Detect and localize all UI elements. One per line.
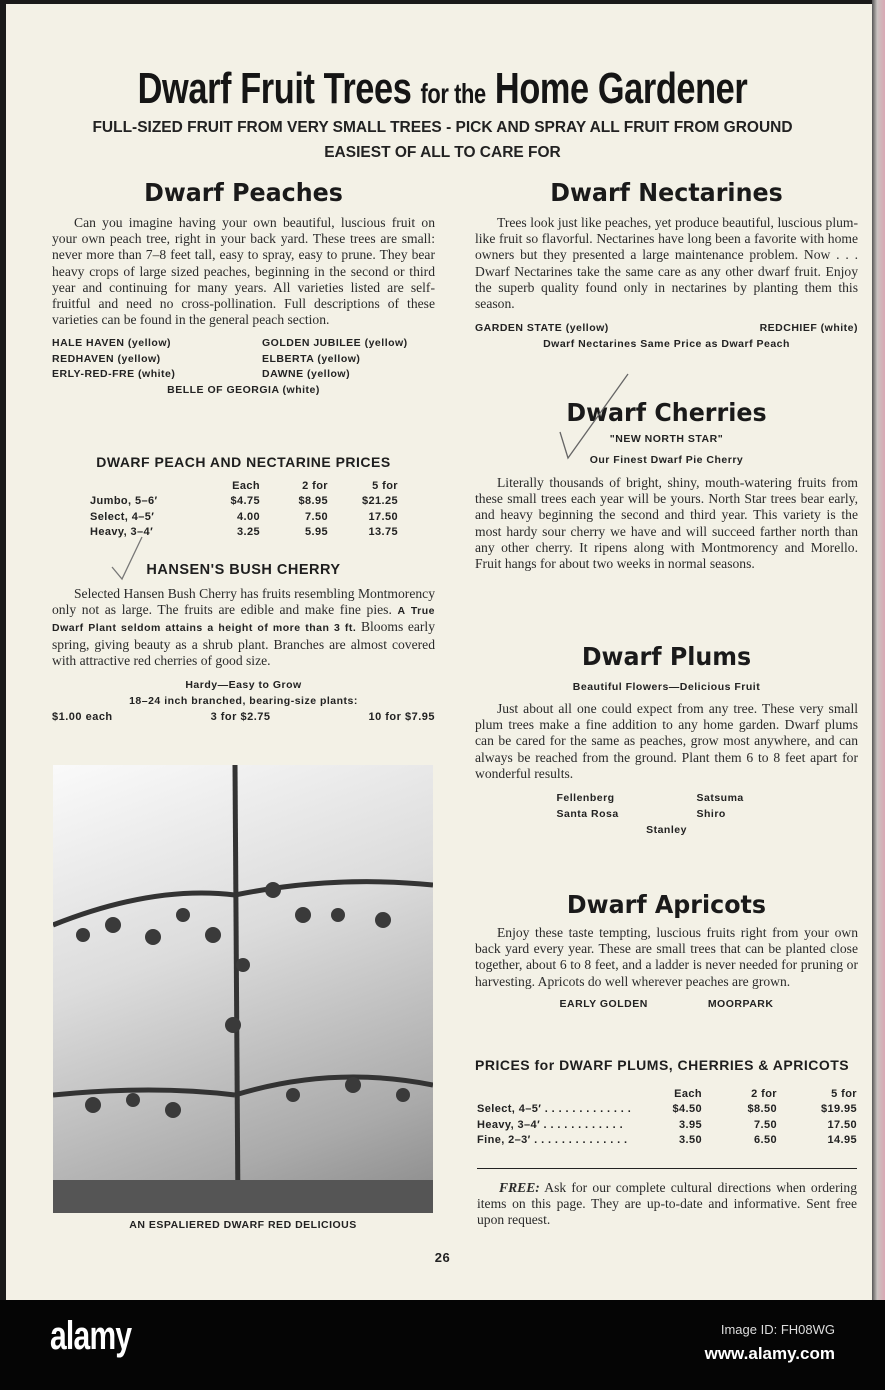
title-part: Dwarf Fruit Trees: [137, 64, 412, 113]
variety: Shiro: [696, 808, 726, 821]
plums-section: [475, 642, 858, 838]
col-header: Each: [674, 1087, 702, 1100]
plums-tagline: Beautiful Flowers—Delicious Fruit: [572, 681, 761, 693]
table-row: [477, 1102, 857, 1118]
pencil-checkmark-icon: [558, 372, 633, 462]
peaches-heading: Dwarf Peaches: [144, 178, 343, 207]
peaches-body: Can you imagine having your own beautiful, luscious fruit on your own peach tree, right in your back yard. These trees are small: never more than 7–8 feet tall, easy to spray, easy to prune. They bear heavy crops of large sized peaches, beginning in the second or third year and continuing for many years. All varieties listed are self-fruitful and need no cross-pollination. Full descriptions of these varieties can be found in the general peach section.: [52, 215, 435, 328]
hansen-heading: HANSEN'S BUSH CHERRY: [146, 562, 341, 578]
hansen-note: 18–24 inch branched, bearing-size plants:: [129, 695, 358, 708]
cell: 3.95: [678, 1118, 702, 1131]
tree-illustration: [53, 765, 433, 1213]
table-row: [90, 494, 398, 510]
col-header: Each: [232, 479, 260, 492]
cell: 13.75: [368, 526, 398, 539]
table-row: [90, 509, 398, 525]
cell: 6.50: [753, 1134, 777, 1147]
free-note: [477, 1180, 857, 1229]
cherries-body: Literally thousands of bright, shiny, mouth-watering fruits from these small trees each year will be yours. North Star trees bear early, and heavy beginning the second and third year. This variety is the most hardy sour cherry we have and will succeed farther north than any other cherry. It ripens along with Montmorency and Morello. Fruit hangs for about two weeks in normal seasons.: [475, 475, 858, 572]
cell: 7.50: [753, 1118, 777, 1131]
cell: $8.95: [298, 495, 328, 508]
cell: 17.50: [368, 510, 398, 523]
cell: Heavy, 3–4′: [90, 526, 154, 539]
nectarine-note: Dwarf Nectarines Same Price as Dwarf Peach: [543, 338, 790, 351]
cherries-heading: Dwarf Cherries: [566, 398, 767, 427]
cell: $19.95: [820, 1103, 857, 1116]
alamy-logo: alamy: [50, 1314, 132, 1358]
col-header: 5 for: [372, 479, 398, 492]
variety: BELLE OF GEORGIA (white): [167, 383, 320, 396]
next-page-edge: [872, 0, 885, 1300]
subtitle-2: EASIEST OF ALL TO CARE FOR: [324, 144, 561, 161]
nectarines-body: Trees look just like peaches, yet produce beautiful, luscious plum-like fruit so flavorful. Nectarines have long been a favorite with home owners but they presented a large maintenance problem. Now . . . Dwarf Nectarines take the same care as any other dwarf fruit. Enjoy the superb quality found only in nectarines by planting them this season.: [475, 215, 858, 312]
image-id: Image ID: FH08WG: [720, 1322, 835, 1337]
cell: $4.75: [230, 495, 260, 508]
title-part: for the: [420, 78, 486, 109]
peach-varieties: [52, 336, 435, 398]
variety: Santa Rosa: [556, 808, 619, 821]
variety: EARLY GOLDEN: [559, 997, 648, 1010]
variety: REDCHIEF (white): [759, 322, 858, 335]
apricots-section: [475, 890, 858, 1010]
cherries-variety: "NEW NORTH STAR": [609, 433, 724, 445]
plums-heading: Dwarf Plums: [581, 642, 752, 671]
col-header: 5 for: [831, 1087, 857, 1100]
nectarines-heading: Dwarf Nectarines: [550, 178, 783, 207]
page-title: [97, 64, 787, 114]
cell: 17.50: [827, 1118, 857, 1131]
variety: MOORPARK: [707, 997, 774, 1010]
cell: Select, 4–5′: [90, 510, 155, 523]
cell: 14.95: [827, 1134, 857, 1147]
variety: Fellenberg: [556, 792, 615, 805]
apricot-varieties: [475, 998, 858, 1010]
hansen-prices: [52, 709, 435, 725]
cell: $8.50: [747, 1103, 777, 1116]
watermark-bar: [0, 1300, 885, 1390]
hansen-section: [52, 586, 435, 725]
col-header: 2 for: [302, 479, 328, 492]
cell: $21.25: [361, 495, 398, 508]
variety: DAWNE (yellow): [262, 368, 351, 381]
hansen-body: Blooms early spring, giving beauty as a shrub plant. Branches are almost covered with attractive red cherries of good size.: [52, 619, 435, 668]
apricots-heading: Dwarf Apricots: [566, 890, 767, 919]
free-text: Ask for our complete cultural directions when ordering items on this page. They are up-to-date and informative. Sent free upon request.: [477, 1180, 857, 1228]
cell: 7.50: [304, 510, 328, 523]
table-row: [477, 1117, 857, 1133]
divider: [477, 1168, 857, 1169]
hansen-body-emphasis: A True Dwarf Plant seldom attains a height of more than 3 ft.: [52, 605, 435, 635]
cell: 3.50: [678, 1134, 702, 1147]
cell: 5.95: [304, 526, 328, 539]
other-prices-heading: PRICES for DWARF PLUMS, CHERRIES & APRICOTS: [475, 1057, 850, 1073]
plum-varieties: [475, 790, 858, 822]
nectarines-section: [475, 178, 858, 352]
variety: REDHAVEN (yellow): [52, 352, 161, 365]
free-label: FREE:: [499, 1180, 540, 1195]
photo-caption: AN ESPALIERED DWARF RED DELICIOUS: [129, 1219, 357, 1231]
site-link[interactable]: www.alamy.com: [704, 1344, 835, 1363]
variety: ERLY-RED-FRE (white): [52, 368, 176, 381]
variety: GOLDEN JUBILEE (yellow): [262, 337, 408, 350]
variety: GARDEN STATE (yellow): [475, 322, 609, 335]
peaches-section: [52, 178, 435, 398]
price: $1.00 each: [52, 711, 113, 724]
col-header: 2 for: [751, 1087, 777, 1100]
plums-body: Just about all one could expect from any tree. These very small plum trees make a fine addition to any home garden. Dwarf plums can be cared for the same as peaches, grow most anywhere, and can always be reached from the ground. Plant them 6 to 8 feet apart for wonderful results.: [475, 701, 858, 781]
price: 3 for $2.75: [210, 711, 271, 724]
price: 10 for $7.95: [368, 711, 435, 724]
apricots-body: Enjoy these taste tempting, luscious fruits right from your own back yard every year. These are small trees that can be planted close together, about 6 to 8 feet, and a ladder is never needed for pruning or harvesting. Apricots do well wherever peaches are grown.: [475, 925, 858, 989]
cell: 3.25: [236, 526, 260, 539]
cell: Heavy, 3–4′ . . . . . . . . . . . .: [477, 1118, 624, 1131]
title-part: Home Gardener: [494, 64, 748, 113]
peach-price-table: [90, 478, 398, 540]
cherries-section: [475, 398, 858, 572]
variety: Stanley: [646, 824, 687, 837]
peach-prices-heading: DWARF PEACH AND NECTARINE PRICES: [96, 454, 391, 470]
page-number: 26: [434, 1250, 451, 1265]
variety: Satsuma: [696, 792, 744, 805]
hansen-body: Selected Hansen Bush Cherry has fruits resembling Montmorency only not as large. The fruits are edible and make fine pies.: [52, 586, 435, 618]
cell: $4.50: [672, 1103, 702, 1116]
hansen-note: Hardy—Easy to Grow: [185, 679, 302, 692]
cell: Fine, 2–3′ . . . . . . . . . . . . . .: [477, 1134, 628, 1147]
cherries-tagline: Our Finest Dwarf Pie Cherry: [589, 454, 744, 466]
cell: 4.00: [236, 510, 260, 523]
nectarine-varieties: [475, 320, 858, 336]
espaliered-tree-photo: [53, 765, 433, 1213]
other-price-table: [477, 1086, 857, 1148]
cell: Select, 4–5′ . . . . . . . . . . . . .: [477, 1103, 632, 1116]
variety: ELBERTA (yellow): [262, 352, 361, 365]
subtitle-1: FULL-SIZED FRUIT FROM VERY SMALL TREES - PICK AND SPRAY ALL FRUIT FROM GROUND: [92, 119, 793, 136]
cell: Jumbo, 5–6′: [90, 495, 158, 508]
variety: HALE HAVEN (yellow): [52, 337, 171, 350]
table-row: [477, 1133, 857, 1149]
